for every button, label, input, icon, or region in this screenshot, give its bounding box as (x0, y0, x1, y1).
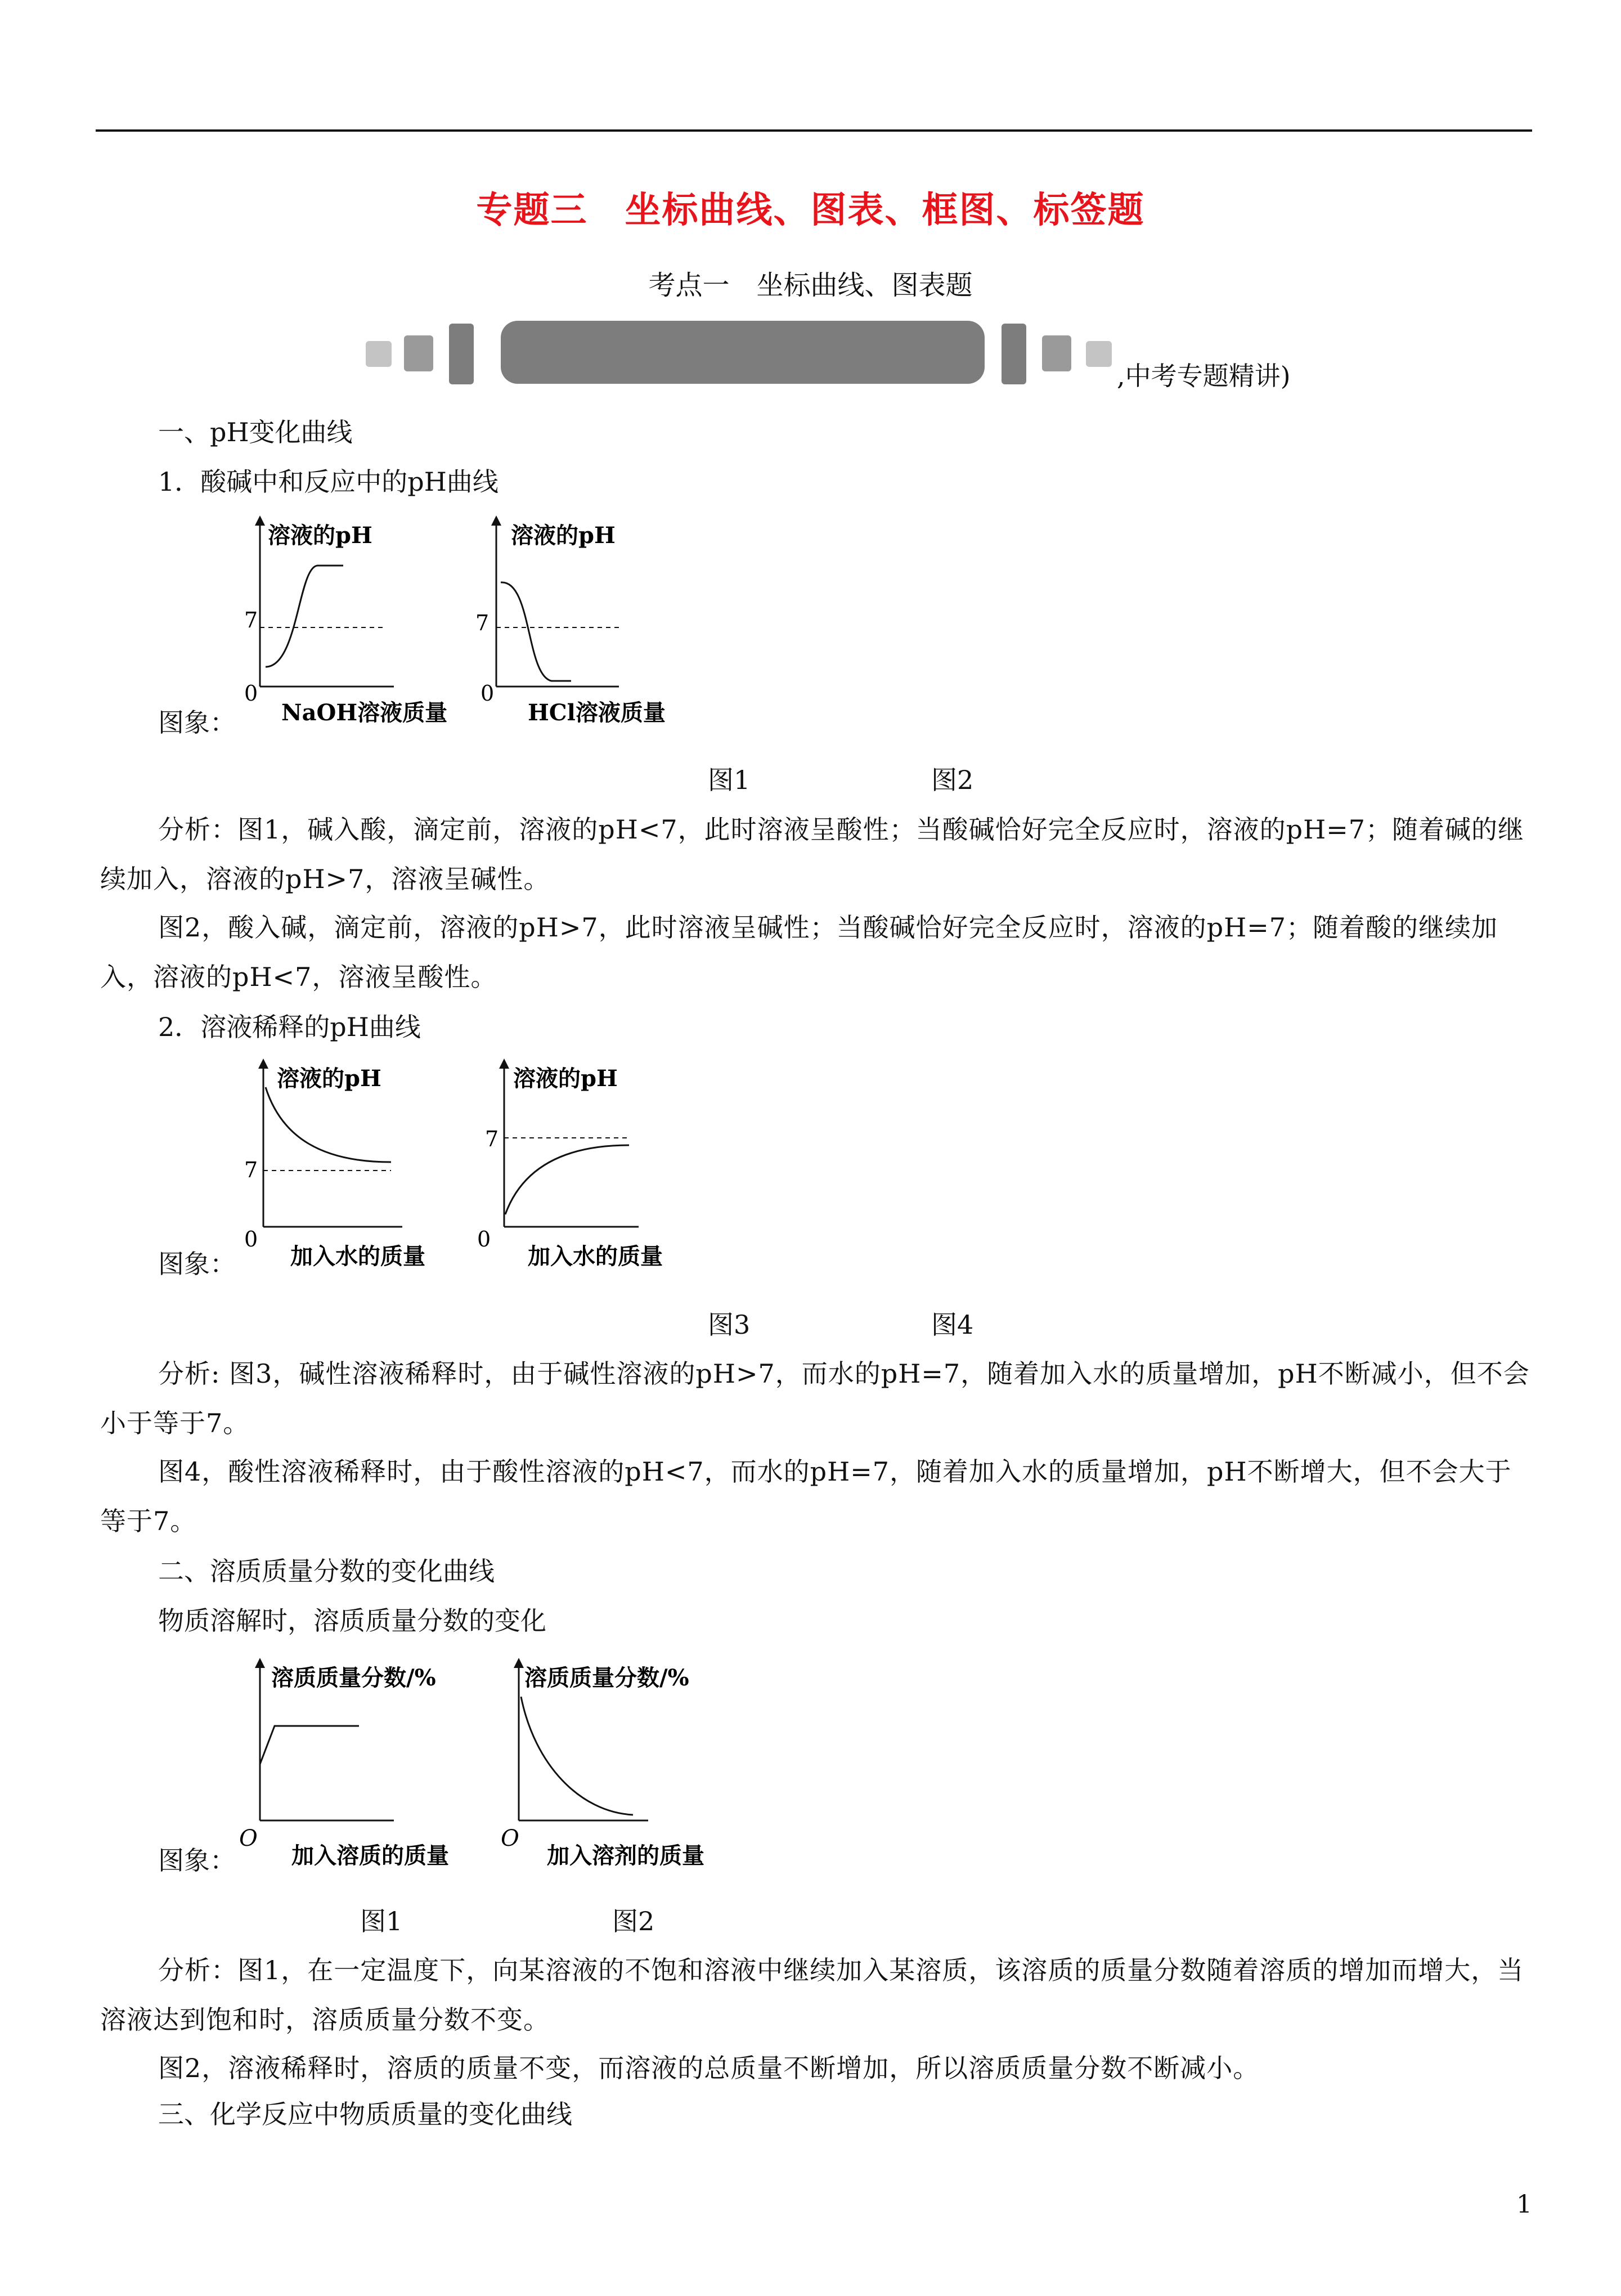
analysis-paragraph: 图4，酸性溶液稀释时，由于酸性溶液的pH<7，而水的pH=7，随着加入水的质量增加，pH不断增大，但不会大于等于7。 (100, 1456, 1512, 1536)
x-label: 加入水的质量 (290, 1243, 425, 1270)
figure-prefix: 图象： (158, 1845, 236, 1876)
tick-0: 0 (244, 1227, 258, 1252)
ph-curve (505, 1145, 629, 1214)
banner (360, 321, 1137, 388)
x-label: NaOH溶液质量 (281, 699, 448, 726)
y-label: 溶液的pH (268, 522, 372, 549)
banner-pill (501, 321, 985, 384)
ph-curve (266, 566, 343, 667)
figure-prefix: 图象： (158, 1249, 236, 1279)
page-title: 专题三 坐标曲线、图表、框图、标签题 (476, 189, 1145, 231)
y-label: 溶质质量分数/% (271, 1665, 436, 1691)
x-label: 加入溶剂的质量 (547, 1842, 704, 1869)
analysis-paragraph: 分析：图1，在一定温度下，向某溶液的不饱和溶液中继续加入某溶质，该溶质的质量分数随着溶质的增加而增大，当溶液达到饱和时，溶质质量分数不变。 (100, 1955, 1524, 2035)
tick-0: 0 (477, 1227, 491, 1252)
figure-caption: 图2 (931, 765, 974, 795)
y-label: 溶液的pH (277, 1065, 381, 1092)
chart-mass-fraction-solute (236, 1652, 506, 1877)
section-intro: 物质溶解时，溶质质量分数的变化 (158, 1606, 546, 1636)
tick-7: 7 (475, 611, 490, 635)
tick-0: 0 (244, 681, 258, 706)
y-label: 溶液的pH (513, 1065, 618, 1092)
header-rule (96, 129, 1532, 132)
page-subtitle: 考点一 坐标曲线、图表题 (648, 270, 973, 301)
section-heading: 三、化学反应中物质质量的变化曲线 (158, 2099, 572, 2129)
x-label: 加入溶质的质量 (291, 1842, 449, 1869)
analysis-paragraph: 分析：图1，碱入酸，滴定前，溶液的pH<7，此时溶液呈酸性；当酸碱恰好完全反应时，溶液的pH=7；随着碱的继续加入，溶液的pH>7，溶液呈碱性。 (100, 814, 1525, 894)
banner-square (404, 335, 433, 371)
x-label: HCl溶液质量 (528, 699, 666, 726)
banner-square (366, 341, 392, 367)
chart-ph-acid-dilution (473, 1052, 698, 1277)
banner-square (1042, 335, 1071, 371)
mass-fraction-line (260, 1726, 359, 1764)
chart-mass-fraction-solvent (495, 1652, 765, 1877)
mass-fraction-curve (521, 1697, 633, 1815)
origin-label: O (501, 1826, 519, 1851)
banner-square (1086, 341, 1112, 367)
page-number: 1 (1516, 2190, 1532, 2219)
tick-7: 7 (485, 1127, 499, 1151)
tick-7: 7 (244, 1158, 258, 1182)
section-heading: 二、溶质质量分数的变化曲线 (158, 1556, 495, 1586)
analysis-paragraph: 分析: 图3，碱性溶液稀释时，由于碱性溶液的pH>7，而水的pH=7，随着加入水的质量增加，pH不断减小，但不会小于等于7。 (100, 1358, 1530, 1438)
figure-caption: 图4 (931, 1310, 974, 1340)
ph-curve (501, 582, 571, 681)
tick-7: 7 (244, 608, 258, 633)
chart-ph-hcl (473, 509, 698, 734)
subsection-heading: 2．溶液稀释的pH曲线 (158, 1012, 421, 1042)
figure-caption: 图2 (612, 1906, 655, 1936)
y-label: 溶质质量分数/% (524, 1665, 689, 1691)
analysis-paragraph: 图2，酸入碱，滴定前，溶液的pH>7，此时溶液呈碱性；当酸碱恰好完全反应时，溶液的pH=7；随着酸的继续加入，溶液的pH<7，溶液呈酸性。 (100, 912, 1498, 992)
banner-bar (449, 324, 474, 384)
banner-bar (1002, 324, 1026, 384)
x-label: 加入水的质量 (528, 1243, 663, 1270)
tick-0: 0 (481, 681, 495, 706)
y-label: 溶液的pH (511, 522, 616, 549)
ph-curve (266, 1087, 391, 1162)
section-heading: 一、pH变化曲线 (158, 417, 353, 447)
figure-caption: 图3 (708, 1310, 751, 1340)
figure-caption: 图1 (708, 765, 751, 795)
figure-prefix: 图象： (158, 707, 236, 738)
chart-ph-naoh (236, 509, 461, 734)
origin-label: O (239, 1826, 258, 1851)
analysis-paragraph: 图2，溶液稀释时，溶质的质量不变，而溶液的总质量不断增加，所以溶质质量分数不断减小。 (158, 2053, 1260, 2083)
banner-label: ,中考专题精讲) (1117, 361, 1291, 391)
subsection-heading: 1．酸碱中和反应中的pH曲线 (158, 467, 499, 497)
chart-ph-base-dilution (236, 1052, 461, 1277)
figure-caption: 图1 (360, 1906, 403, 1936)
